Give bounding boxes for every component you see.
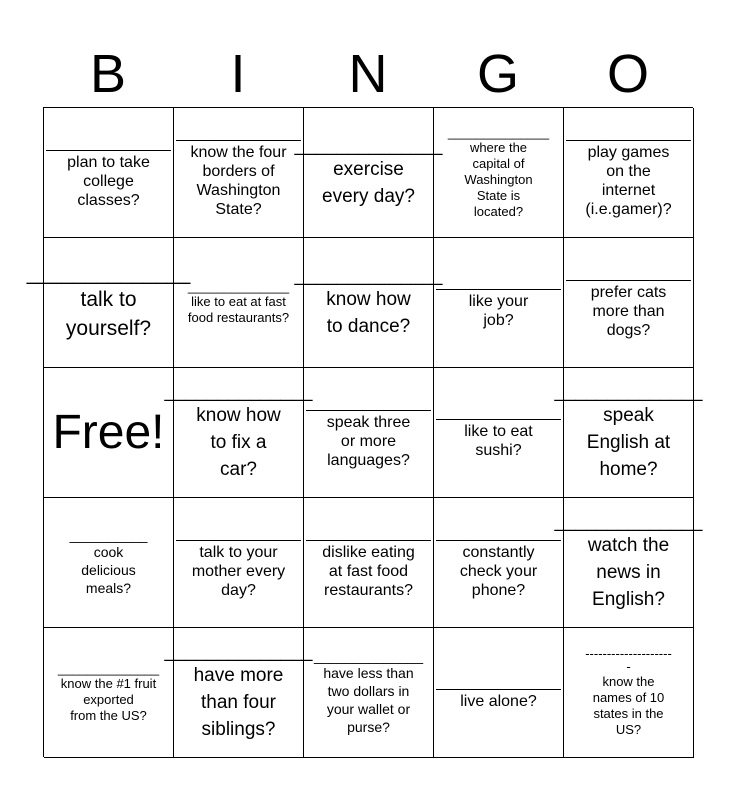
header-letter-g: G: [476, 44, 519, 104]
name-blank-line: -------------------- -: [585, 646, 672, 674]
cell-prompt: know the #1 fruit exported from the US?: [60, 675, 157, 723]
name-blank-line: ______________: [187, 278, 290, 294]
bingo-cell: [174, 108, 304, 238]
name-blank-line: ______________: [566, 264, 691, 282]
name-blank-line: ______________: [306, 524, 431, 542]
cell-prompt: like to eat sushi?: [464, 423, 533, 459]
bingo-cell: [164, 368, 313, 498]
name-blank-line: ______________: [46, 134, 171, 152]
header-letter-o: O: [606, 44, 649, 104]
bingo-cell: [564, 628, 694, 758]
name-blank-line: ______________: [164, 381, 313, 402]
cell-prompt: have more than four siblings?: [193, 665, 284, 740]
bingo-cell: [434, 368, 564, 498]
cell-prompt: prefer cats more than dogs?: [590, 283, 667, 339]
bingo-cell: [554, 368, 703, 498]
bingo-cell: [564, 238, 694, 368]
cell-prompt: dislike eating at fast food restaurants?: [322, 543, 415, 599]
bingo-cell: [174, 238, 304, 368]
free-space-cell: [44, 368, 174, 498]
bingo-cell: [564, 108, 694, 238]
header-letter-i: I: [230, 44, 246, 104]
name-blank-line: ______________: [164, 641, 313, 662]
name-blank-line: ______________: [57, 660, 160, 676]
name-blank-line: __________: [69, 527, 148, 543]
name-blank-line: ______________: [436, 673, 561, 691]
name-blank-line: ______________: [436, 524, 561, 542]
free-space-label: Free!: [52, 406, 165, 459]
cell-prompt: cook delicious meals?: [81, 544, 136, 596]
cell-prompt: speak English at home?: [586, 405, 671, 480]
name-blank-line: ______________: [436, 274, 561, 291]
cell-prompt: live alone?: [460, 692, 537, 710]
cell-prompt: constantly check your phone?: [459, 543, 538, 599]
bingo-cell: [434, 498, 564, 628]
bingo-grid: [26, 107, 703, 757]
bingo-cell: [44, 108, 174, 238]
bingo-cell: [434, 108, 564, 238]
cell-prompt: talk to your mother every day?: [191, 543, 286, 599]
name-blank-line: ______________: [176, 524, 301, 542]
cell-prompt: speak three or more languages?: [326, 413, 411, 469]
name-blank-line: ______________: [554, 511, 703, 532]
cell-prompt: play games on the internet (i.e.gamer)?: [585, 144, 672, 218]
bingo-cell: [164, 628, 313, 758]
bingo-cell: [304, 628, 434, 758]
bingo-cell: [304, 368, 434, 498]
cell-prompt: talk to yourself?: [65, 287, 152, 340]
bingo-cell: [294, 238, 443, 368]
bingo-cell: [304, 498, 434, 628]
cell-prompt: know how to fix a car?: [196, 405, 281, 480]
name-blank-line: ______________: [436, 404, 561, 421]
name-blank-line: ______________: [313, 648, 423, 664]
header-letter-n: N: [348, 44, 388, 104]
bingo-cell: [44, 628, 174, 758]
bingo-cell: [294, 108, 443, 238]
cell-prompt: watch the news in English?: [587, 535, 670, 610]
bingo-cell: [174, 498, 304, 628]
cell-prompt: know the names of 10 states in the US?: [592, 674, 665, 737]
cell-prompt: exercise every day?: [322, 158, 415, 207]
bingo-header: [43, 44, 693, 104]
cell-prompt: know the four borders of Washington State?: [190, 144, 287, 218]
cell-prompt: where the capital of Washington State is located?: [464, 139, 533, 219]
name-blank-line: ______________: [294, 134, 443, 156]
name-blank-line: ______________: [566, 125, 691, 142]
name-blank-line: ______________: [26, 261, 191, 285]
bingo-cell: [554, 498, 703, 628]
cell-prompt: like to eat at fast food restaurants?: [187, 293, 290, 325]
name-blank-line: ______________: [294, 264, 443, 286]
name-blank-line: ______________: [176, 125, 301, 142]
bingo-cell: [434, 238, 564, 368]
cell-prompt: like your job?: [468, 293, 529, 329]
name-blank-line: ______________: [447, 124, 550, 140]
name-blank-line: ______________: [554, 381, 703, 402]
name-blank-line: ______________: [306, 394, 431, 412]
header-letter-b: B: [89, 44, 127, 104]
bingo-cell: [434, 628, 564, 758]
cell-prompt: know how to dance?: [326, 288, 411, 337]
bingo-cell: [44, 498, 174, 628]
cell-prompt: have less than two dollars in your wallet or purse?: [323, 665, 414, 735]
bingo-cell: [26, 238, 191, 368]
cell-prompt: plan to take college classes?: [67, 153, 150, 209]
